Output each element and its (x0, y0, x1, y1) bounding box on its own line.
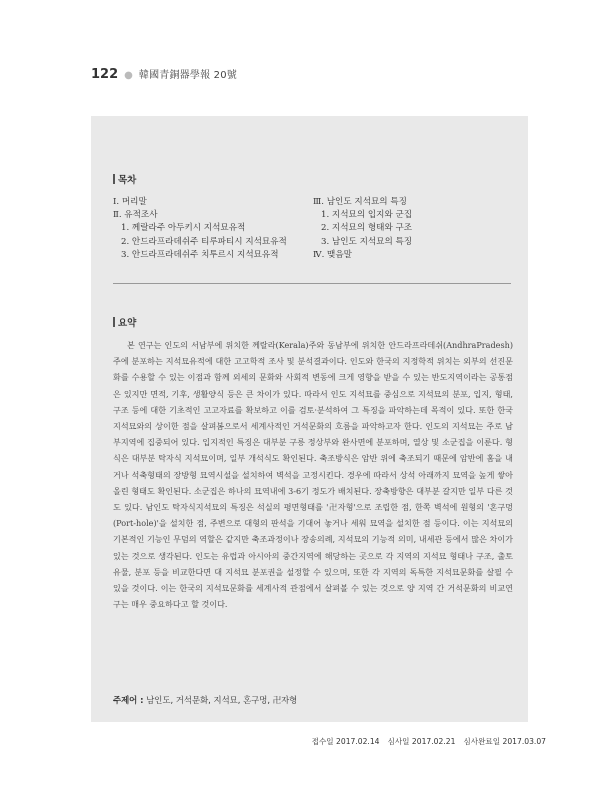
keywords (113, 694, 297, 706)
toc-item: 2. 안드라프라데쉬주 티루파티시 지석묘유적 (121, 236, 287, 247)
journal-title: 韓國青銅器學報 20號 (138, 70, 237, 81)
abstract-body: 본 연구는 인도의 서남부에 위치한 께랄라(Kerala)주와 동남부에 위치한 안드라프라데쉬(AndhraPradesh)주에 분포하는 지석묘유적에 대한 고고학적 조사 및 분석결과이다. 인도와 한국의 지정학적 위치는 외부의 선진문화를 수용할 수 있는 이점과 함께 외세의 문화와 사회적 변동에 크게 영향을 받을 수 있는 반도지역이라는 공통점은 있지만 면적, 기후, 생활양식 등은 큰 차이가 있다. 따라서 인도 지석묘를 중심으로 지석묘의 분포, 입지, 형태, 구조 등에 대한 기초적인 고고자료를 확보하고 이를 검토·분석하여 그 특징을 파악하는데 목적이 있다. 또한 한국 지석묘와의 상이한 점을 살펴봄으로서 세계사적인 거석문화의 흐름을 파악하고자 한다. 인도의 지석묘는 주로 남부지역에 집중되어 있다. 입지적인 특징은 대부분 구릉 정상부와 완사면에 분포하며, 열상 및 소군집을 이룬다. 형식은 대부분 탁자식 지석묘이며, 일부 개석식도 확인된다. 축조방식은 암반 위에 축조되기 때문에 암반에 홈을 내거나 석축형태의 장방형 묘역시설을 설치하여 벽석을 고정시킨다. 경우에 따라서 상석 아래까지 묘역을 높게 쌓아올린 형태도 확인된다. 소군집은 하나의 묘역내에 3-6기 정도가 배치된다. 장축방향은 대부분 갈지만 일부 다른 것도 있다. 남인도 탁자식지석묘의 특징은 석실의 평면형태를 '卍자형'으로 조립한 점, 한쪽 벽석에 원형의 '혼구멍(Port-hole)'을 설치한 점, 주변으로 대형의 판석을 기대어 놓거나 세워 묘역을 설치한 점 등이다. 이는 지석묘의 기본적인 기능인 무덤의 역할은 같지만 축조과정이나 장송의례, 지석묘의 기능적 의미, 내세관 등에서 많은 차이가 있는 것으로 생각된다. 인도는 유럽과 아시아의 중간지역에 해당하는 곳으로 각 지역의 지석묘 형태나 구조, 출토유물, 분포 등을 비교한다면 대 지석묘 분포권을 설정할 수 있으며, 또한 각 지역의 독특한 지석묘문화를 살필 수 있을 것이다. 이는 한국의 지석묘문화를 세계사적 관점에서 살펴볼 수 있는 것으로 양 지역 간 거석문화의 비교연구는 매우 중요하다고 할 것이다. (113, 340, 513, 610)
toc-heading (113, 172, 136, 186)
reviewed-date: 심사일 2017.02.21 (387, 737, 456, 746)
keywords-label: 주제어 : (113, 695, 144, 705)
divider (113, 283, 511, 284)
toc-item: 2. 지석묘의 형태와 구조 (321, 223, 413, 234)
toc-item: 1. 지석묘의 입지와 군집 (321, 210, 413, 221)
page-number: 122 (91, 67, 119, 82)
toc-item: 1. 께랄라주 아두키시 지석묘유적 (121, 223, 246, 234)
toc-item: Ⅲ. 남인도 지석묘의 특징 (313, 197, 407, 207)
bullet-icon: ● (124, 70, 133, 81)
toc-right-column (313, 196, 412, 262)
received-date: 접수일 2017.02.14 (311, 737, 380, 746)
toc-item: Ⅰ. 머리말 (113, 197, 147, 207)
toc-item: 3. 안드라프라데쉬주 치투르시 지석묘유적 (121, 249, 279, 260)
toc-left-column (113, 196, 287, 262)
abstract-heading (113, 315, 136, 329)
running-head (91, 66, 237, 82)
section-bar-icon (113, 174, 115, 184)
keywords-text: 남인도, 거석문화, 지석묘, 혼구멍, 卍자형 (146, 695, 298, 705)
review-dates (312, 736, 546, 747)
toc-item: Ⅳ. 맺음말 (313, 249, 352, 260)
toc-item: 3. 남인도 지석묘의 특징 (321, 236, 413, 247)
toc-item: Ⅱ. 유적조사 (113, 210, 158, 221)
section-bar-icon (113, 317, 115, 327)
accepted-date: 심사완료일 2017.03.07 (463, 737, 546, 746)
summary-panel (91, 116, 528, 722)
abstract-heading-label: 요약 (118, 318, 137, 329)
toc-heading-label: 목차 (118, 175, 137, 186)
